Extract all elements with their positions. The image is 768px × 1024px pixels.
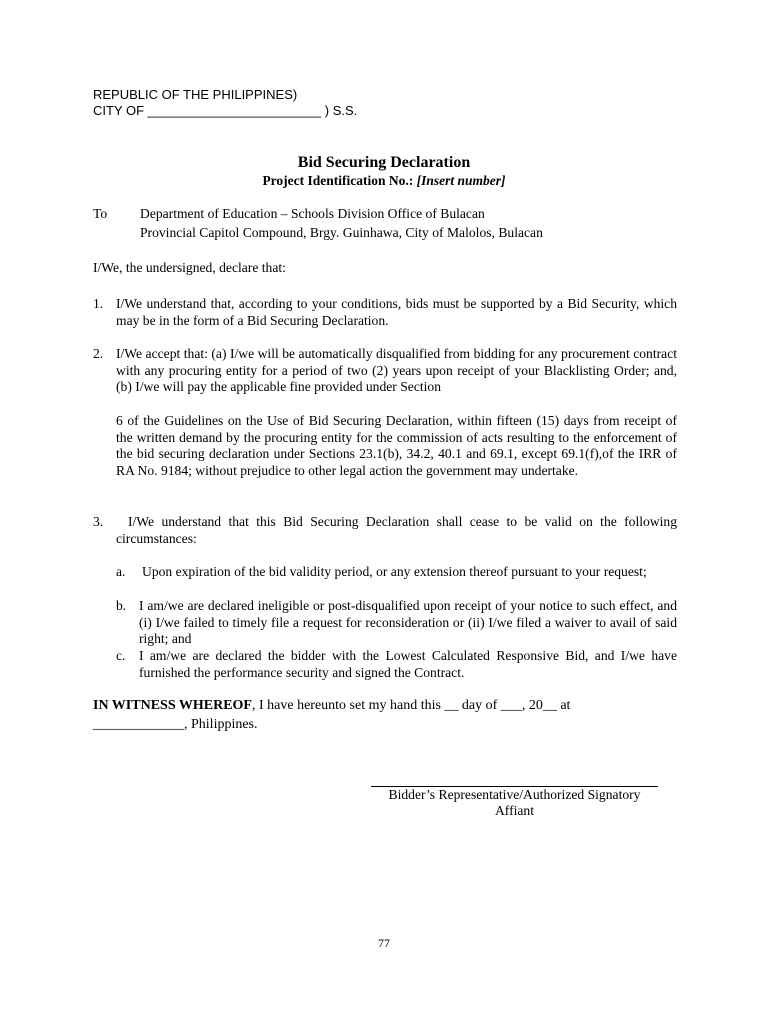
- subitem-c-text: I am/we are declared the bidder with the Lowest Calculated Responsive Bid, and I/we have furnished the performance security and signed the Contract.: [139, 648, 677, 680]
- header-city: CITY OF ________________________ ) S.S.: [93, 103, 358, 118]
- header-republic: REPUBLIC OF THE PHILIPPINES): [93, 87, 298, 102]
- subitem-a-text: Upon expiration of the bid validity period, or any extension thereof pursuant to your request;: [142, 564, 647, 579]
- project-id-value: [Insert number]: [416, 173, 506, 188]
- to-label: To: [93, 206, 108, 221]
- witness-heading: IN WITNESS WHEREOF: [93, 698, 252, 713]
- item-2-text-part-1: I/We accept that: (a) I/we will be automatically disqualified from bidding for any procurement contract with any procuring entity for a period of two (2) years upon receipt of your Blacklisting Order; and, (b) I/we will pay the applicable fine provided under Section: [116, 346, 677, 395]
- page-number: 77: [378, 936, 390, 950]
- witness-clause: [93, 698, 570, 715]
- item-2-number: 2.: [93, 346, 104, 361]
- item-1-number: 1.: [93, 296, 104, 311]
- witness-text: , I have hereunto set my hand this __ day of ___, 20__ at: [251, 698, 571, 713]
- project-id-label: Project Identification No.:: [262, 173, 417, 188]
- item-1-text: I/We understand that, according to your conditions, bids must be supported by a Bid Security, which may be in the form of a Bid Securing Declaration.: [116, 296, 677, 328]
- subitem-c-letter: c.: [116, 648, 126, 663]
- document-title: Bid Securing Declaration: [297, 154, 471, 171]
- item-3-number: 3.: [93, 514, 104, 529]
- subitem-b-letter: b.: [116, 598, 127, 613]
- subitem-a-letter: a.: [116, 564, 126, 579]
- signatory-role: Bidder’s Representative/Authorized Signatory: [388, 787, 641, 802]
- affiant-label: Affiant: [494, 803, 534, 818]
- addressee-line-1: Department of Education – Schools Division Office of Bulacan: [140, 206, 485, 221]
- item-2-text-part-2: 6 of the Guidelines on the Use of Bid Securing Declaration, within fifteen (15) days from receipt of the written demand by the procuring entity for the commission of acts resulting to the enforcement of the bid securing declaration under Sections 23.1(b), 34.2, 40.1 and 69.1, except 69.1(f),of the IRR of RA No. 9184; without prejudice to other legal action the government may undertake.: [116, 413, 677, 478]
- addressee-line-2: Provincial Capitol Compound, Brgy. Guinhawa, City of Malolos, Bulacan: [140, 225, 543, 240]
- item-3-text: I/We understand that this Bid Securing Declaration shall cease to be valid on the following circumstances:: [116, 514, 677, 546]
- witness-place: _____________, Philippines.: [93, 717, 258, 732]
- project-identification: [0, 173, 768, 189]
- subitem-b-text: I am/we are declared ineligible or post-disqualified upon receipt of your notice to such effect, and (i) I/we failed to timely file a request for reconsideration or (ii) I/we filed a waiver to avail of said right; and: [139, 598, 677, 647]
- intro-text: I/We, the undersigned, declare that:: [93, 260, 286, 275]
